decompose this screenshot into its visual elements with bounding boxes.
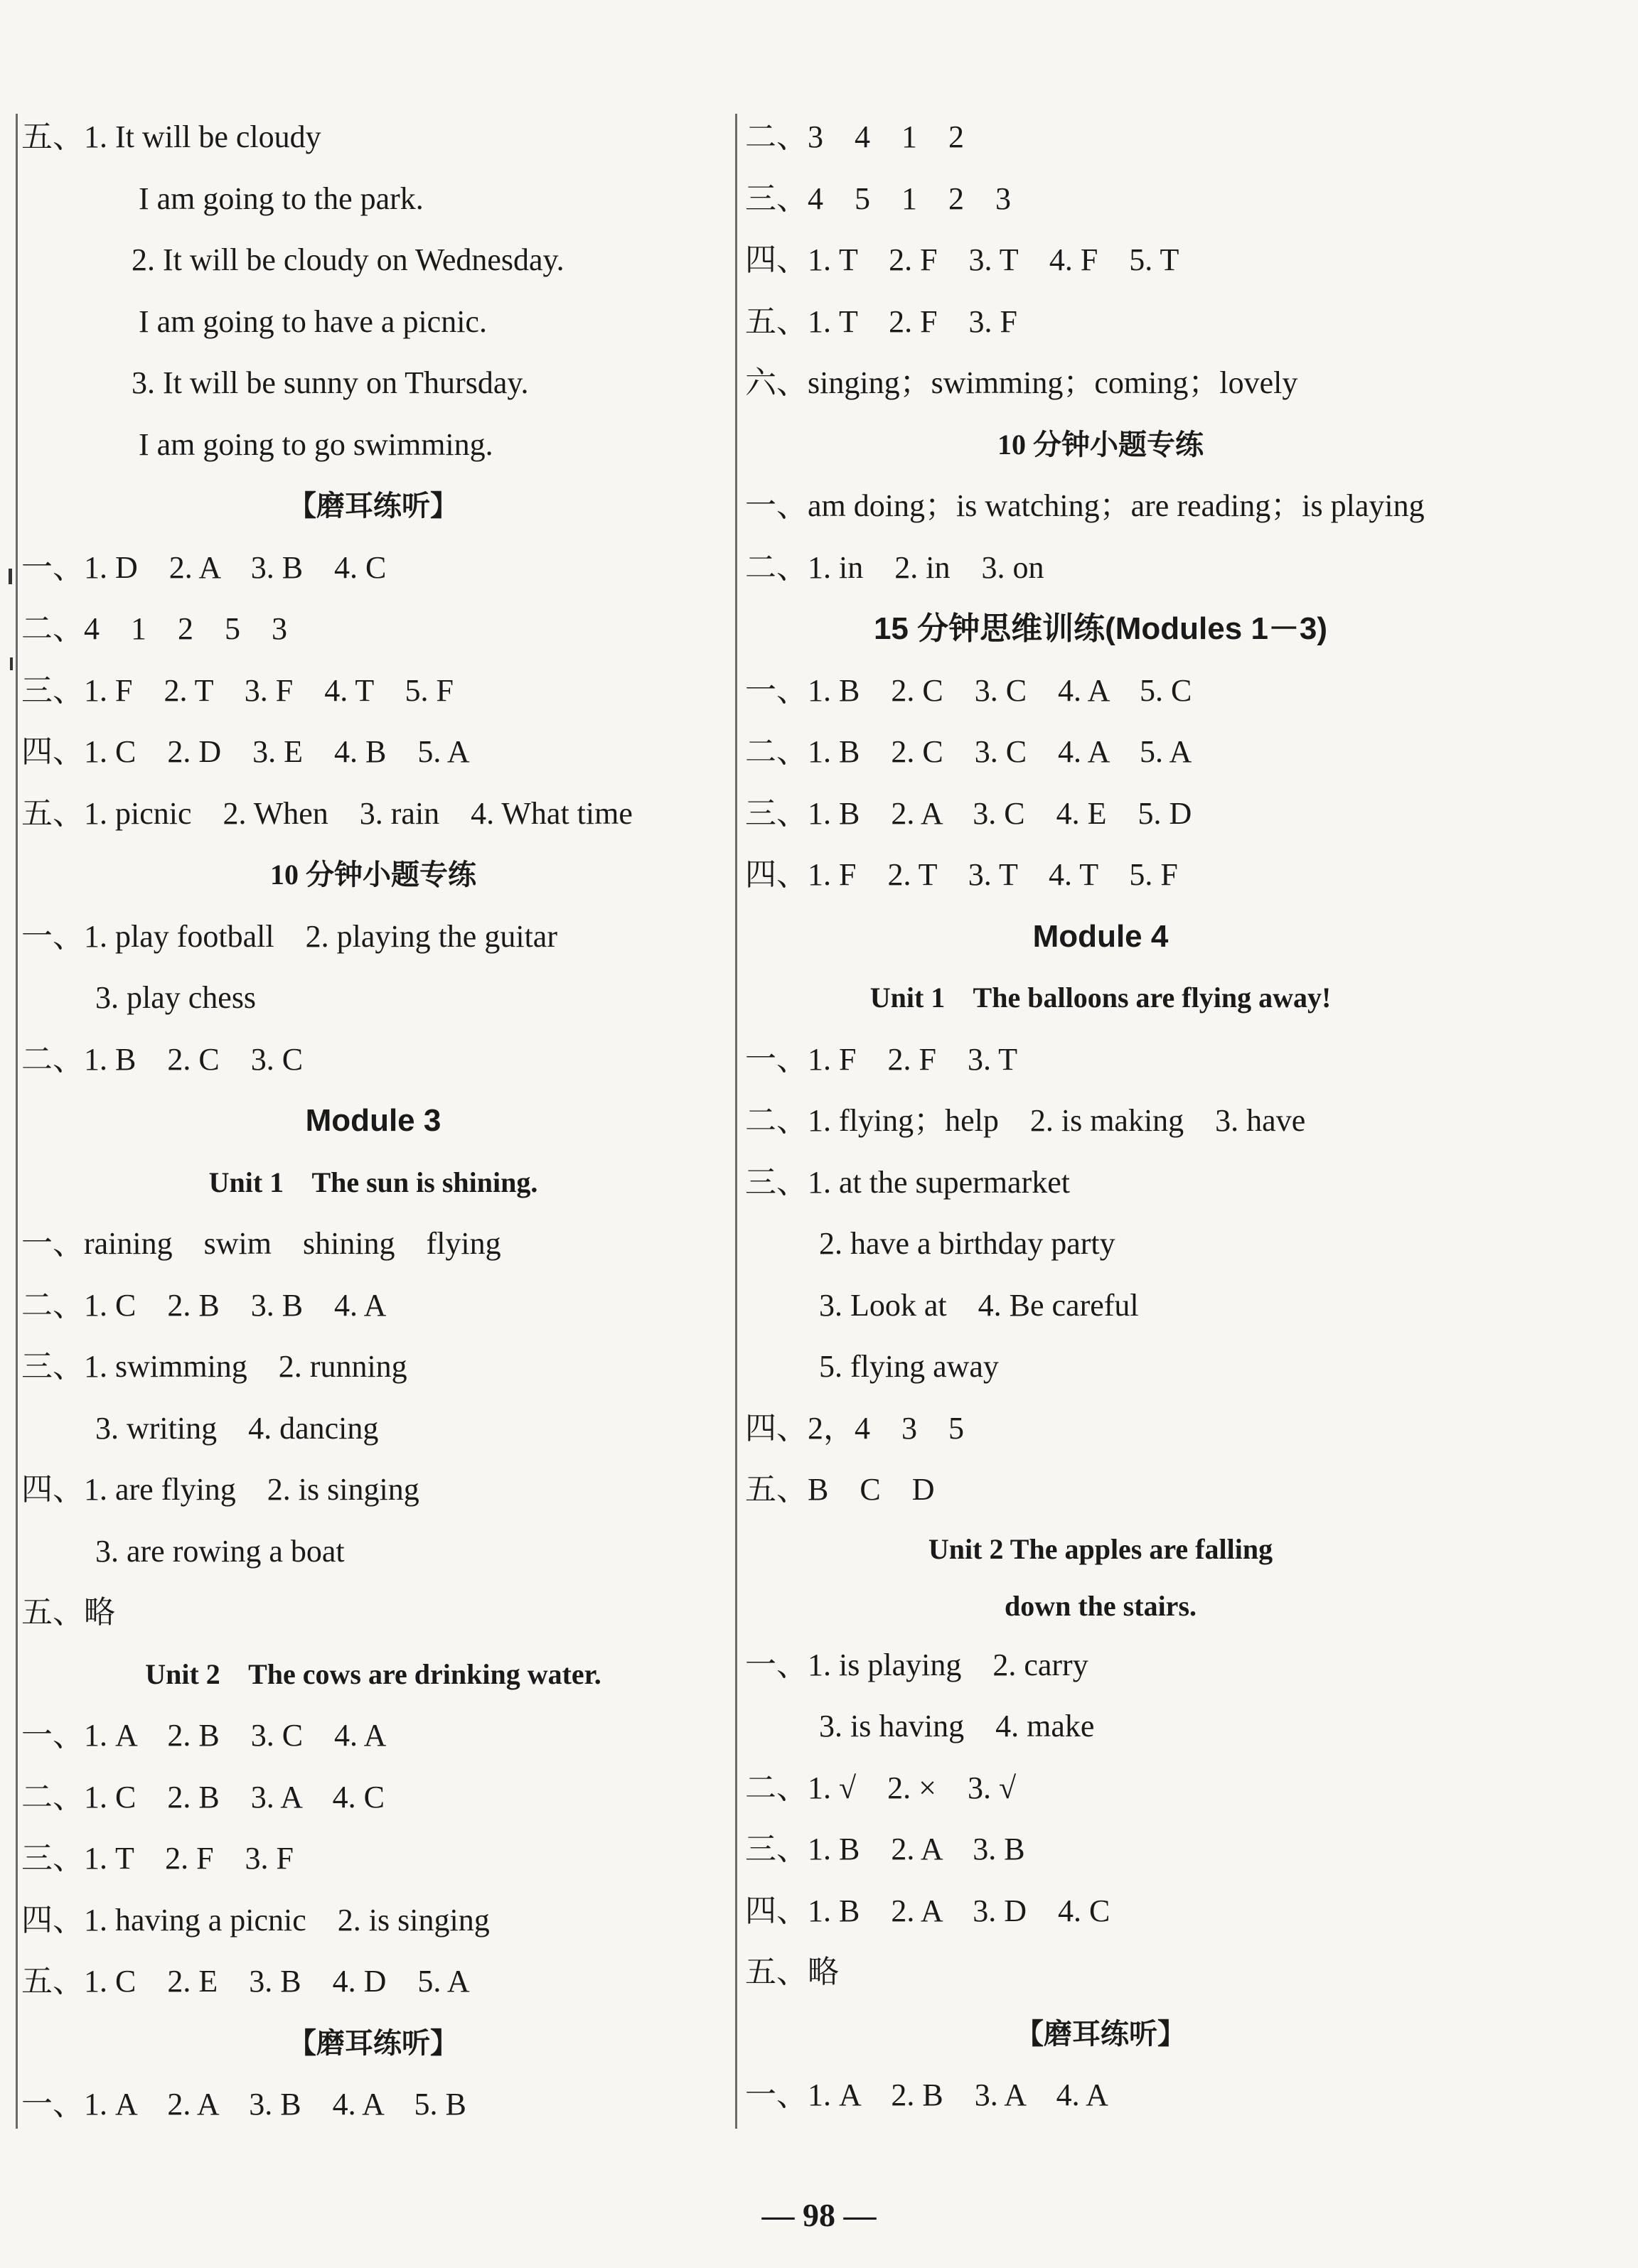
- answer-line: 五、B C D: [745, 1472, 935, 1507]
- answer-line: 四、1. F 2. T 3. T 4. T 5. F: [745, 857, 1178, 892]
- answer-line: I am going to the park.: [139, 181, 424, 216]
- left-margin-rule: [16, 114, 18, 2129]
- answer-line: 二、1. √ 2. × 3. √: [745, 1770, 1017, 1805]
- answer-line: 三、1. B 2. A 3. C 4. E 5. D: [745, 795, 1192, 831]
- answer-line: 二、1. in 2. in 3. on: [745, 549, 1044, 585]
- answer-line: 3. It will be sunny on Thursday.: [132, 365, 529, 400]
- answer-line: 二、1. B 2. C 3. C: [21, 1041, 304, 1077]
- answer-line: 3. Look at 4. Be careful: [819, 1287, 1139, 1323]
- section-heading: 15 分钟思维训练(Modules 1－3): [873, 611, 1328, 646]
- answer-line: 四、1. are flying 2. is singing: [21, 1472, 419, 1507]
- section-heading: Module 3: [305, 1103, 441, 1138]
- answer-line: 五、略: [21, 1595, 115, 1630]
- section-heading: Unit 2 The cows are drinking water.: [145, 1657, 601, 1690]
- answer-line: 二、1. C 2. B 3. A 4. C: [21, 1779, 385, 1815]
- answer-line: 一、1. F 2. F 3. T: [745, 1041, 1018, 1077]
- section-heading: 10 分钟小题专练: [997, 428, 1204, 461]
- answer-line: 四、1. T 2. F 3. T 4. F 5. T: [745, 242, 1179, 277]
- section-heading: 【磨耳练听】: [288, 490, 459, 522]
- margin-mark: [9, 569, 12, 584]
- answer-line: 一、1. A 2. B 3. C 4. A: [21, 1718, 387, 1753]
- answer-line: 一、1. play football 2. playing the guitar: [21, 918, 557, 954]
- page-number: — 98 —: [761, 2197, 877, 2233]
- answer-line: 五、1. It will be cloudy: [21, 119, 321, 154]
- section-heading: Unit 1 The sun is shining.: [208, 1166, 538, 1198]
- answer-line: 三、1. T 2. F 3. F: [21, 1841, 294, 1876]
- answer-line: 二、1. C 2. B 3. B 4. A: [21, 1287, 387, 1323]
- answer-line: 四、2，4 3 5: [745, 1410, 964, 1446]
- answer-line: 一、1. B 2. C 3. C 4. A 5. C: [745, 672, 1192, 708]
- answer-line: I am going to go swimming.: [139, 426, 493, 462]
- answer-line: 一、1. is playing 2. carry: [745, 1647, 1088, 1682]
- answer-line: 二、4 1 2 5 3: [21, 611, 287, 646]
- section-heading: down the stairs.: [1004, 1589, 1197, 1622]
- right-column: [745, 107, 1456, 2127]
- answer-line: 三、1. at the supermarket: [745, 1164, 1070, 1200]
- section-heading: 【磨耳练听】: [288, 2026, 459, 2059]
- answer-line: I am going to have a picnic.: [139, 303, 487, 339]
- section-heading: 【磨耳练听】: [1015, 2017, 1186, 2050]
- answer-line: 一、raining swim shining flying: [21, 1226, 501, 1261]
- answer-line: 5. flying away: [819, 1349, 999, 1384]
- answer-line: 2. have a birthday party: [819, 1226, 1115, 1261]
- answer-line: 一、am doing；is watching；are reading；is playing: [745, 488, 1425, 523]
- answer-line: 3. play chess: [95, 980, 257, 1015]
- answer-line: 四、1. C 2. D 3. E 4. B 5. A: [21, 734, 470, 769]
- section-heading: Module 4: [1032, 918, 1169, 954]
- answer-line: 五、1. C 2. E 3. B 4. D 5. A: [21, 1964, 470, 1999]
- answer-line: 3. is having 4. make: [819, 1709, 1095, 1743]
- answer-line: 五、1. T 2. F 3. F: [745, 303, 1018, 339]
- section-heading: Unit 2 The apples are falling: [928, 1532, 1273, 1565]
- answer-line: 四、1. having a picnic 2. is singing: [21, 1902, 490, 1938]
- answer-line: 一、1. A 2. B 3. A 4. A: [745, 2078, 1108, 2112]
- answer-line: 六、singing；swimming；coming；lovely: [745, 365, 1298, 400]
- answer-line: 3. are rowing a boat: [95, 1533, 345, 1569]
- answer-line: 二、1. B 2. C 3. C 4. A 5. A: [745, 734, 1192, 769]
- answer-line: 二、1. flying；help 2. is making 3. have: [745, 1103, 1306, 1138]
- answer-line: 2. It will be cloudy on Wednesday.: [132, 242, 564, 277]
- left-column: [21, 107, 725, 2136]
- answer-line: 五、1. picnic 2. When 3. rain 4. What time: [21, 795, 633, 831]
- answer-line: 三、1. F 2. T 3. F 4. T 5. F: [21, 672, 454, 708]
- answer-line: 3. writing 4. dancing: [95, 1410, 379, 1446]
- answer-line: 三、1. swimming 2. running: [21, 1349, 407, 1384]
- answer-line: 一、1. A 2. A 3. B 4. A 5. B: [21, 2087, 466, 2122]
- answer-line: 五、略: [745, 1955, 839, 1989]
- column-divider: [735, 114, 737, 2129]
- answer-line: 一、1. D 2. A 3. B 4. C: [21, 549, 387, 585]
- margin-mark: [10, 657, 13, 670]
- answer-line: 三、4 5 1 2 3: [745, 181, 1011, 216]
- section-heading: Unit 1 The balloons are flying away!: [869, 982, 1332, 1014]
- section-heading: 10 分钟小题专练: [270, 859, 476, 891]
- answer-line: 三、1. B 2. A 3. B: [745, 1832, 1025, 1866]
- answer-line: 四、1. B 2. A 3. D 4. C: [745, 1893, 1110, 1928]
- answer-line: 二、3 4 1 2: [745, 119, 964, 154]
